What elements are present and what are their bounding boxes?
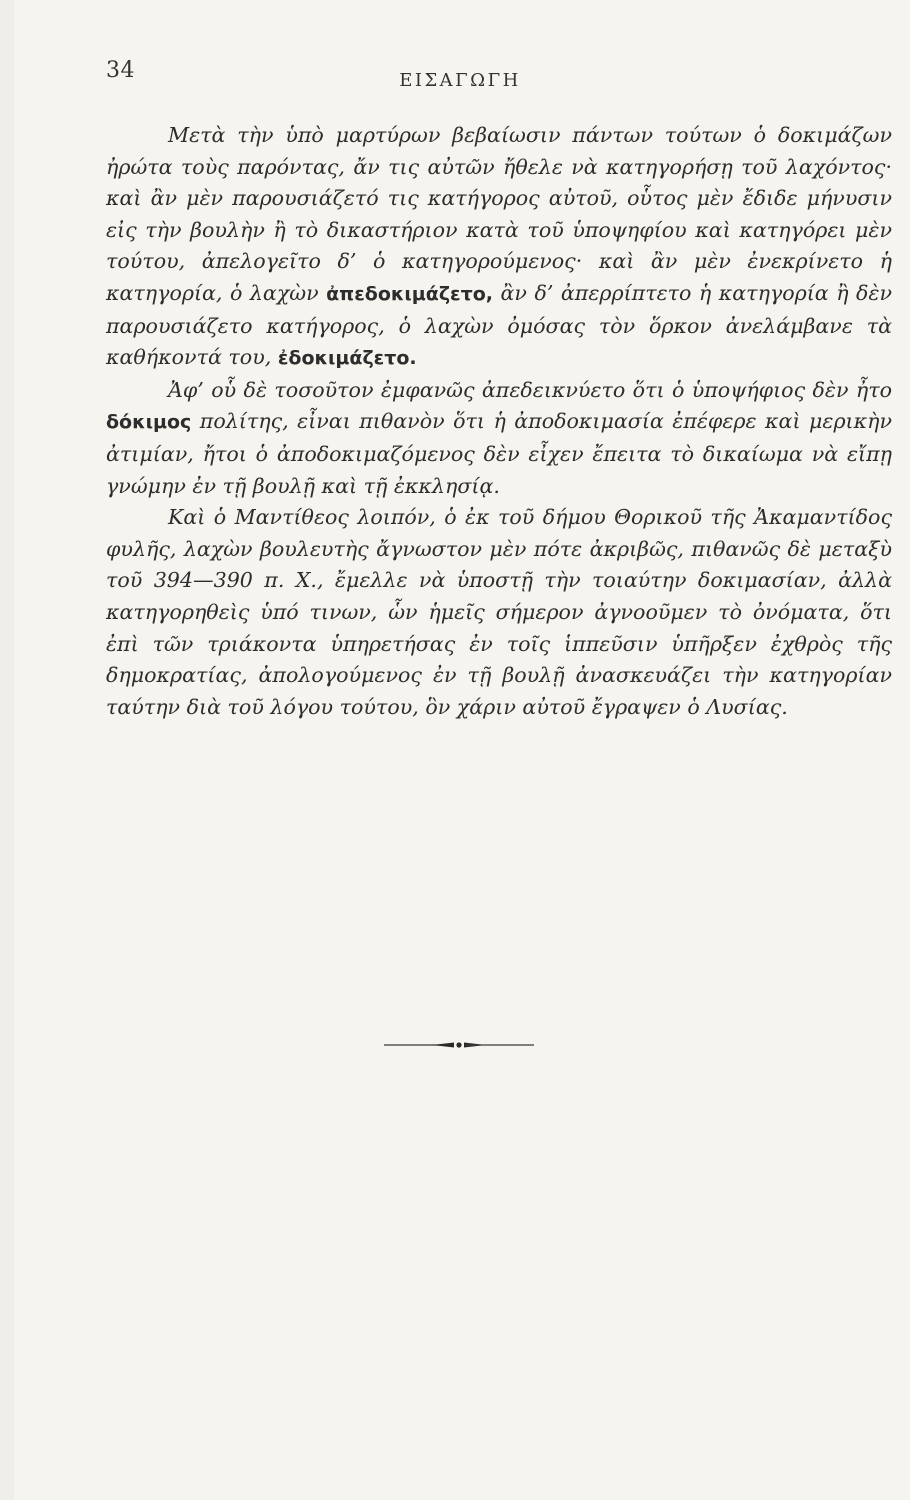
page-number: 34 [106, 58, 135, 83]
ornament-dot [456, 1042, 461, 1047]
text-segment: ἂν δ’ ἀπερρίπτετο ἡ κατηγορία ἢ δὲν παρουσιάζετο κατήγορος, ὁ λαχὼν ὀμόσας τὸν ὅρκον ἀνελάμβανε τὰ καθήκοντά του, [106, 280, 892, 370]
main-text [106, 120, 892, 723]
paragraph [106, 375, 892, 502]
end-ornament [384, 1038, 534, 1052]
bold-term: δόκιμος [106, 411, 192, 434]
text-segment: Μετὰ τὴν ὑπὸ μαρτύρων βεβαίωσιν πάντων τούτων ὁ δοκιμάζων ἠρώτα τοὺς παρόντας, ἄν τις αὐτῶν ἤθελε νὰ κατηγορήσῃ τοῦ λαχόντος· καὶ ἂν μὲν παρουσιάζετό τις κατήγορος αὐτοῦ, οὗτος μὲν ἔδιδε μήνυσιν εἰς τὴν βουλὴν ἢ τὸ δικαστήριον κατὰ τοῦ ὑποψηφίου καὶ κατηγόρει μὲν τούτου, ἀπελογεῖτο δ’ ὁ κατηγορούμενος· καὶ ἂν μὲν ἐνεκρίνετο ἡ κατηγορία, ὁ λαχὼν [106, 123, 892, 305]
ornament-taper-left [432, 1043, 454, 1048]
paragraph [106, 502, 892, 723]
running-title: ΕΙΣΑΓΩΓΗ [399, 70, 521, 91]
scan-shadow [0, 0, 14, 1500]
paragraph [106, 120, 892, 375]
text-segment: Καὶ ὁ Μαντίθεος λοιπόν, ὁ ἐκ τοῦ δήμου Θορικοῦ τῆς Ἀκαμαντίδος φυλῆς, λαχὼν βουλευτὴς ἄγνωστον μὲν πότε ἀκριβῶς, πιθανῶς δὲ μεταξὺ τοῦ 394—390 π. Χ., ἔμελλε νὰ ὑποστῇ τὴν τοιαύτην δοκιμασίαν, ἀλλὰ κατηγορηθεὶς ὑπό τινων, ὧν ἡμεῖς σήμερον ἀγνοοῦμεν τὸ ὀνόματα, ὅτι ἐπὶ τῶν τριάκοντα ὑπηρετήσας ἐν τοῖς ἱππεῦσιν ὑπῆρξεν ἐχθρὸς τῆς δημοκρατίας, ἀπολογούμενος ἐν τῇ βουλῇ ἀνασκευάζει τὴν κατηγορίαν ταύτην διὰ τοῦ λόγου τούτου, ὃν χάριν αὐτοῦ ἔγραψεν ὁ Λυσίας. [106, 505, 892, 719]
bold-term: ἀπεδοκιμάζετο, [326, 282, 494, 305]
text-segment: Ἀφ’ οὗ δὲ τοσοῦτον ἐμφανῶς ἀπεδεικνύετο ὅτι ὁ ὑποψήφιος δὲν ἦτο [168, 377, 892, 402]
text-segment: πολίτης, εἶναι πιθανὸν ὅτι ἡ ἀποδοκιμασία ἐπέφερε καὶ μερικὴν ἀτιμίαν, ἤτοι ὁ ἀποδοκιμαζόμενος δὲν εἶχεν ἔπειτα τὸ δικαίωμα νὰ εἴπῃ γνώμην ἐν τῇ βουλῇ καὶ τῇ ἐκκλησίᾳ. [106, 409, 892, 498]
bold-term: ἐδοκιμάζετο. [277, 347, 417, 370]
